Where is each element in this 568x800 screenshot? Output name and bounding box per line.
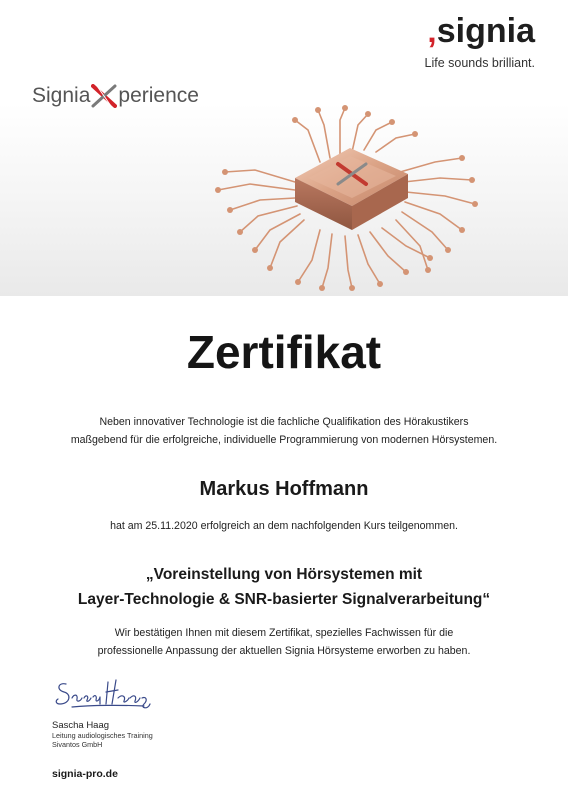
- website-url: signia-pro.de: [52, 768, 118, 780]
- recipient-name: Markus Hoffmann: [199, 478, 369, 500]
- header-band: [0, 0, 568, 296]
- signer-block: [52, 720, 153, 749]
- xperience-logo-left: Signia: [32, 84, 91, 107]
- signer-role: Leitung audiologisches Training: [52, 731, 153, 740]
- handwritten-signature: [52, 674, 152, 714]
- signia-logo: ‚signia: [427, 12, 535, 50]
- course-title: [0, 562, 568, 612]
- confirmation-line-2: professionelle Anpassung der aktuellen Signia Hörsysteme erworben zu haben.: [97, 645, 471, 657]
- processor-chip-icon: [200, 100, 490, 292]
- xperience-x-icon: [91, 84, 117, 108]
- signer-name: Sascha Haag: [52, 720, 110, 731]
- confirmation-text: [0, 624, 568, 660]
- xperience-logo: [32, 84, 199, 108]
- intro-line-1: Neben innovativer Technologie ist die fachliche Qualifikation des Hörakustikers: [99, 416, 469, 428]
- signer-company: Sivantos GmbH: [52, 740, 103, 749]
- course-title-line-1: „Voreinstellung von Hörsystemen mit: [145, 566, 423, 583]
- certificate-title: Zertifikat: [186, 326, 382, 378]
- intro-text: [0, 413, 568, 449]
- course-title-line-2: Layer-Technologie & SNR-basierter Signalverarbeitung“: [77, 591, 491, 608]
- intro-line-2: maßgebend für die erfolgreiche, individuelle Programmierung von modernen Hörsystemen.: [70, 434, 498, 446]
- attendance-statement: hat am 25.11.2020 erfolgreich an dem nachfolgenden Kurs teilgenommen.: [110, 520, 458, 532]
- brand-tagline: Life sounds brilliant.: [424, 56, 535, 70]
- xperience-logo-right: perience: [118, 84, 199, 107]
- confirmation-line-1: Wir bestätigen Ihnen mit diesem Zertifikat, spezielles Fachwissen für die: [114, 627, 454, 639]
